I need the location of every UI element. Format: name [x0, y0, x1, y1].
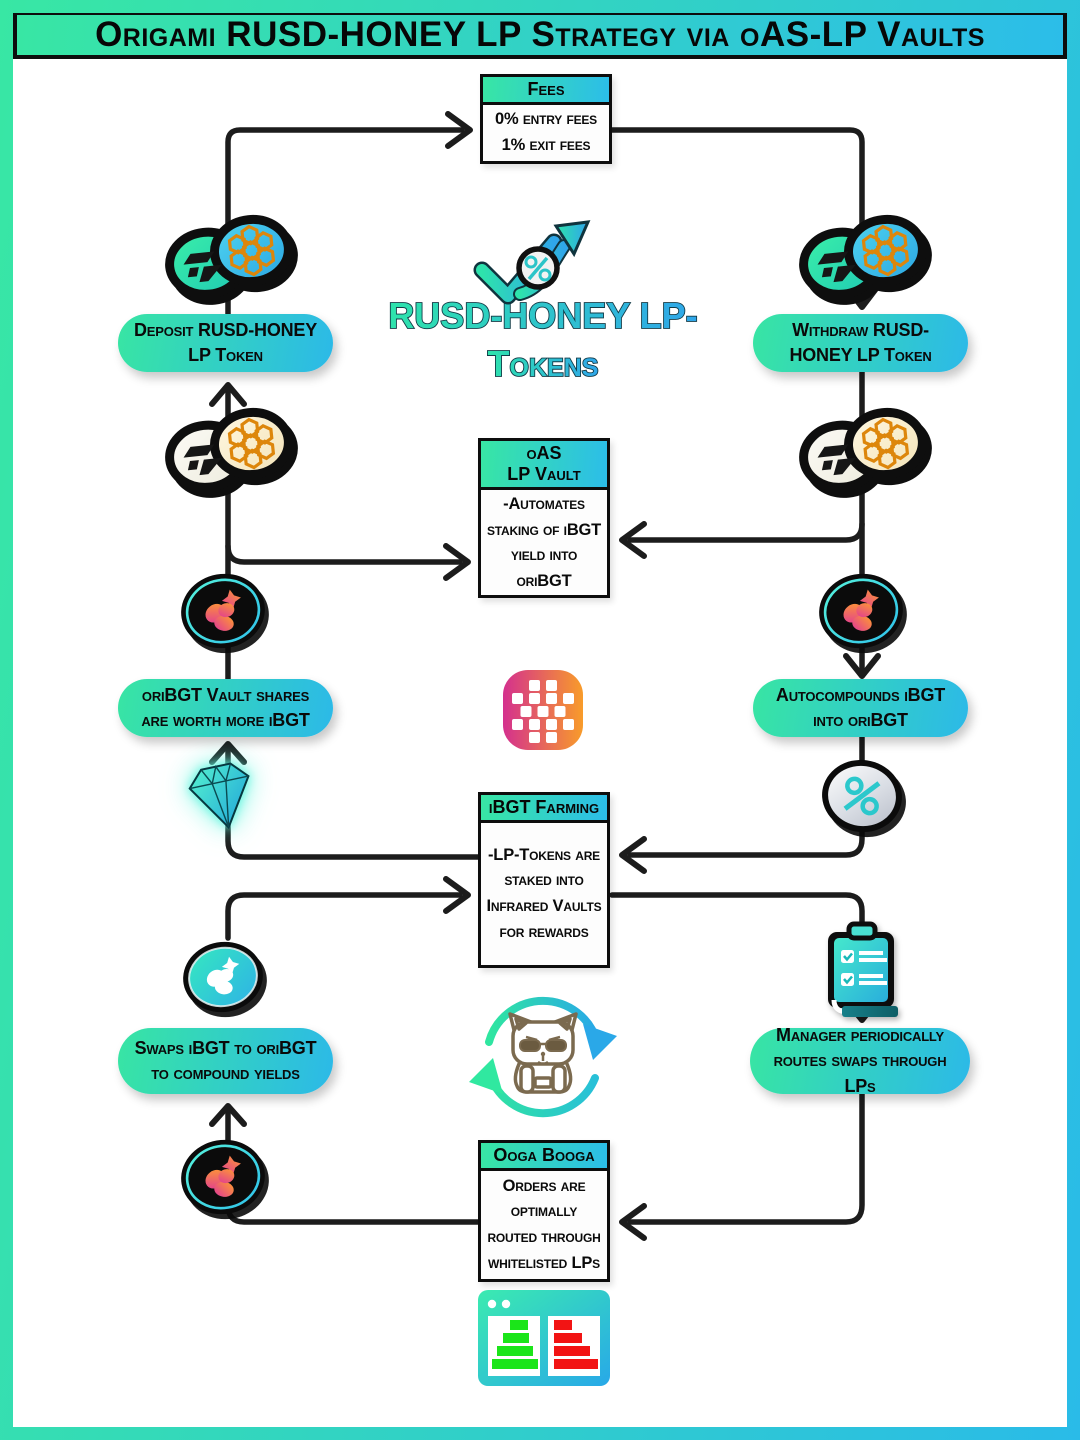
lp-token-coin-light-right-icon	[794, 398, 930, 502]
lp-token-coin-light-left-icon	[160, 398, 296, 502]
manager-clipboard-icon	[818, 920, 906, 1020]
lp-token-coin-withdraw-icon	[794, 205, 930, 309]
oribgt-coin-bottom-icon	[168, 1126, 278, 1228]
pill-oribgt-vault-shares: oriBGT Vault shares are worth more iBGT	[118, 679, 333, 737]
oas-lp-vault-box	[478, 438, 610, 598]
pill-swaps-ibgt: Swaps iBGT to oriBGT to compound yields	[118, 1028, 333, 1094]
pill-deposit-lp-token: Deposit RUSD-HONEY LP Token	[118, 314, 333, 372]
center-lp-label-line1: RUSD-HONEY LP-	[388, 296, 698, 336]
pill-manager-routes: Manager periodically routes swaps through LPs	[750, 1028, 970, 1094]
connector-manager-to-ooga	[622, 1094, 862, 1238]
infrared-logo-icon	[503, 668, 583, 752]
oas-header-line2: LP Vault	[507, 464, 581, 484]
oribgt-coin-right-icon	[806, 560, 916, 662]
fees-box-body	[483, 105, 609, 161]
percent-coin-icon	[812, 748, 912, 844]
fees-box-header: Fees	[483, 77, 609, 105]
oas-lp-vault-body: -Automates staking of iBGT yield into oriBGT	[486, 495, 602, 590]
fees-exit-line: 1% exit fees	[501, 136, 591, 154]
page-title: Origami RUSD-HONEY LP Strategy via oAS-LP Vaults	[95, 15, 985, 54]
ooga-booga-box	[478, 1140, 610, 1282]
title-banner	[13, 11, 1067, 59]
lp-token-coin-deposit-icon	[160, 205, 296, 309]
oas-lp-vault-header	[481, 441, 607, 490]
center-lp-label-line2: Tokens	[487, 343, 599, 384]
oas-header-line1: oAS	[526, 443, 562, 463]
ibgt-farming-body: -LP-Tokens are staked into Infrared Vaults for rewards	[486, 845, 602, 941]
growth-check-arrow-icon	[468, 218, 618, 310]
pill-autocompounds-ibgt: Autocompounds iBGT into oriBGT	[753, 679, 968, 737]
ibgt-farming-header: iBGT Farming	[481, 795, 607, 823]
fees-entry-line: 0% entry fees	[495, 110, 597, 129]
ooga-booga-body: Orders are optimally routed through whitelisted LPs	[487, 1176, 601, 1272]
ooga-booga-header: Ooga Booga	[481, 1143, 607, 1171]
ibgt-coin-icon	[172, 928, 274, 1026]
order-book-window-icon	[476, 1288, 612, 1388]
diamond-gem-icon	[172, 752, 272, 840]
oribgt-coin-left-icon	[168, 560, 278, 662]
ibgt-farming-box	[478, 792, 610, 968]
pill-withdraw-lp-token: Withdraw RUSD-HONEY LP Token	[753, 314, 968, 372]
center-lp-label	[318, 296, 768, 392]
fees-box	[480, 74, 612, 164]
ooga-booga-bear-cycle-icon	[465, 988, 621, 1130]
